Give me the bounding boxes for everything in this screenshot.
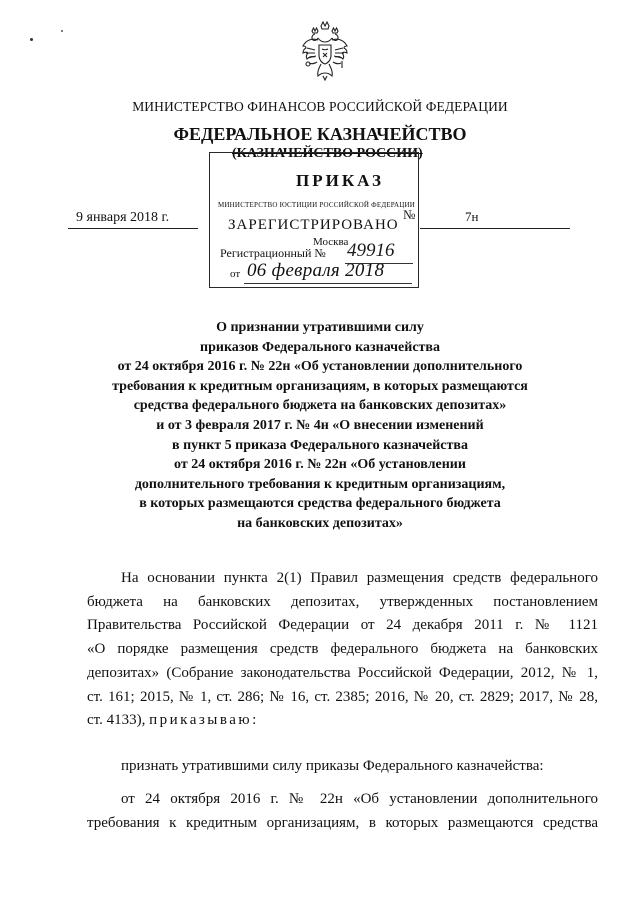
order-heading: ПРИКАЗ: [296, 171, 384, 190]
stamp-ministry-name: МИНИСТЕРСТВО ЮСТИЦИИ РОССИЙСКОЙ ФЕДЕРАЦИИ: [218, 201, 415, 209]
document-title: [60, 318, 580, 534]
stamp-from-label: от: [230, 268, 241, 280]
title-line: дополнительного требования к кредитным организациям,: [134, 476, 506, 492]
stamp-registered-label: ЗАРЕГИСТРИРОВАНО: [228, 217, 399, 233]
stamp-city: Москва: [313, 236, 349, 248]
agency-short-name: (КАЗНАЧЕЙСТВО РОССИИ): [232, 146, 423, 161]
body-paragraph-decision: [121, 755, 591, 779]
title-line: от 24 октября 2016 г. № 22н «Об установлении дополнительного: [117, 359, 523, 375]
body-line: депозитах» (Собрание законодательства Российской Федерации, 2012, № 1,: [87, 664, 598, 681]
ministry-name: МИНИСТЕРСТВО ФИНАНСОВ РОССИЙСКОЙ ФЕДЕРАЦИИ: [132, 99, 508, 114]
scan-speck: [61, 30, 63, 32]
order-number-sign: №: [403, 207, 416, 222]
body-paragraph-item: [87, 788, 598, 835]
body-line: На основании пункта 2(1) Правил размещения средств федерального: [121, 570, 598, 586]
order-number-underline: [420, 228, 570, 229]
body-line: требования к кредитным организациям, в которых размещаются средства: [87, 814, 598, 831]
title-line: от 24 октября 2016 г. № 22н «Об установлении: [174, 457, 466, 473]
body-line: от 24 октября 2016 г. № 22н «Об установлении дополнительного: [121, 791, 598, 807]
body-line: признать утратившими силу приказы Федерального казначейства:: [121, 758, 544, 774]
body-line: бюджета на банковских депозитах, утвержденных постановлением: [87, 593, 598, 610]
title-line: в которых размещаются средства федерального бюджета: [139, 496, 501, 512]
double-headed-eagle-emblem-icon: [299, 20, 351, 84]
title-line: в пункт 5 приказа Федерального казначейства: [172, 437, 468, 453]
body-line-last: [87, 709, 598, 733]
stamp-registration-number: 49916: [347, 240, 395, 261]
scan-speck: [30, 38, 33, 41]
body-paragraph-basis: [87, 567, 598, 733]
order-verb-spaced: приказываю:: [149, 712, 259, 729]
stamp-date-underline: [244, 283, 412, 284]
title-line: средства федерального бюджета на банковских депозитах»: [133, 398, 507, 414]
stamp-handwritten-date: 06 февраля 2018: [247, 260, 385, 281]
body-line: Правительства Российской Федерации от 24 декабря 2011 г. № 1121: [87, 617, 598, 634]
title-line: на банковских депозитах»: [237, 515, 403, 531]
title-line: приказов Федерального казначейства: [200, 339, 440, 355]
stamp-registration-number-label: Регистрационный №: [220, 246, 326, 260]
body-line: «О порядке размещения средств федерального бюджета на банковских: [87, 641, 598, 658]
order-date-underline: [68, 228, 198, 229]
agency-name: ФЕДЕРАЛЬНОЕ КАЗНАЧЕЙСТВО: [173, 124, 467, 144]
body-line: ст. 161; 2015, № 1, ст. 286; № 16, ст. 2385; 2016, № 20, ст. 2829; 2017, № 28,: [87, 688, 598, 705]
title-line: и от 3 февраля 2017 г. № 4н «О внесении изменений: [156, 417, 484, 433]
title-line: требования к кредитным организациям, в которых размещаются: [112, 378, 528, 394]
body-text: ст. 4133),: [87, 712, 146, 729]
title-line: О признании утратившими силу: [216, 320, 424, 335]
order-number: 7н: [465, 209, 479, 224]
order-date: 9 января 2018 г.: [76, 210, 170, 225]
